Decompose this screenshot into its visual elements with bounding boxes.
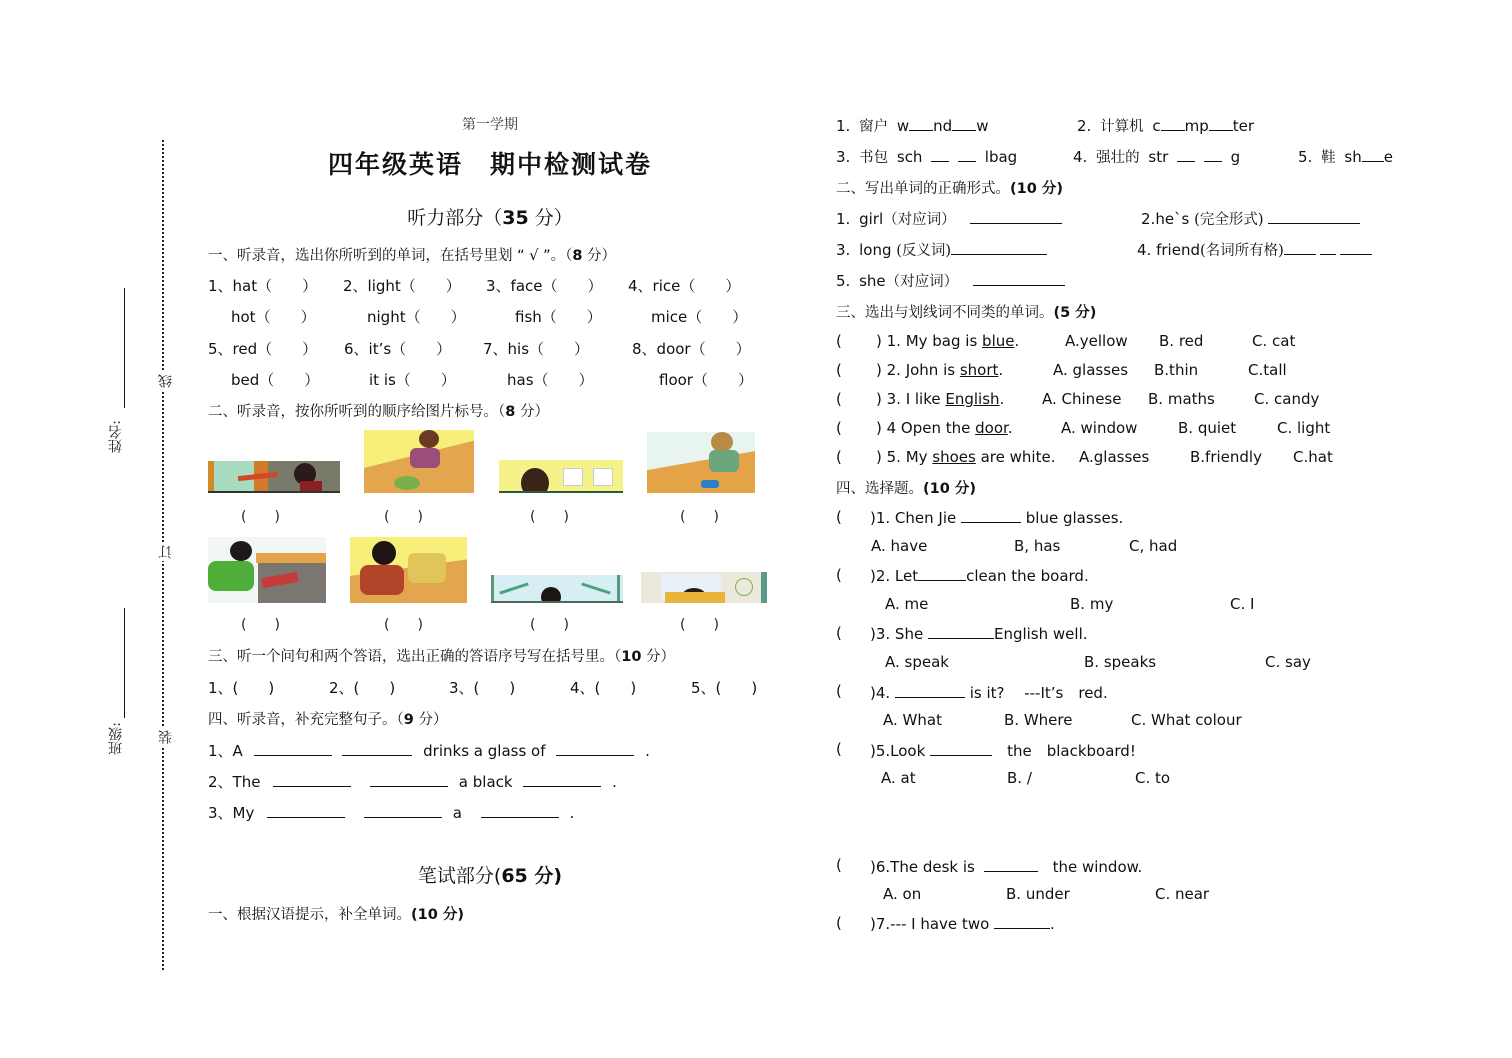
answer-blank[interactable] xyxy=(1284,240,1316,255)
answer-paren[interactable]: ( xyxy=(836,624,842,642)
sentence-text: drinks a glass of xyxy=(423,742,546,760)
answer-blank[interactable] xyxy=(961,508,1021,523)
chinese-hint: 强壮的 xyxy=(1096,150,1140,166)
heading-suffix: 分） xyxy=(413,712,448,728)
word-form-item-5 xyxy=(836,270,1065,291)
option-c[interactable]: C. What colour xyxy=(1131,711,1242,729)
answer-paren[interactable]: ( xyxy=(836,740,842,758)
listening-q3-heading xyxy=(208,645,675,666)
word-choice[interactable]: night（ ） xyxy=(367,308,466,326)
word-choice[interactable]: floor（ ） xyxy=(659,371,753,389)
answer-blank[interactable] xyxy=(273,772,351,787)
word-part: sh xyxy=(1344,148,1362,166)
picture-answer-blank[interactable]: ( ) xyxy=(680,509,719,525)
option-b[interactable]: B. red xyxy=(1159,332,1204,350)
word-part: c xyxy=(1152,117,1161,135)
picture-answer-blank[interactable]: ( ) xyxy=(384,617,423,633)
letter-blank[interactable] xyxy=(931,147,949,162)
word: girl xyxy=(859,210,884,228)
word-choice[interactable]: 3、face（ ） xyxy=(486,277,603,295)
item-number: 3. xyxy=(836,148,851,166)
listening-score-suffix: 分） xyxy=(528,207,573,229)
option-c[interactable]: C. candy xyxy=(1254,390,1320,408)
heading-score: 8 xyxy=(572,248,583,264)
option-c[interactable]: C. I xyxy=(1230,595,1255,613)
heading-score: (5 分) xyxy=(1053,305,1097,321)
odd-one-out-stem xyxy=(876,390,1004,408)
option-b[interactable]: B. quiet xyxy=(1178,419,1237,437)
word-form-item-1 xyxy=(836,208,1062,229)
name-label: 姓名: xyxy=(108,420,124,453)
stem-text: . xyxy=(1050,915,1055,933)
underlined-word: door xyxy=(975,419,1008,437)
heading-score: 10 xyxy=(621,649,642,665)
item-number: 2. xyxy=(1077,117,1092,135)
answer-paren[interactable]: ( xyxy=(836,682,842,700)
answer-paren[interactable]: ( xyxy=(836,914,842,932)
option-b[interactable]: B. / xyxy=(1007,769,1032,787)
option-b[interactable]: B. speaks xyxy=(1084,653,1157,671)
word-choice[interactable]: mice（ ） xyxy=(651,308,748,326)
answer-blank[interactable] xyxy=(895,683,965,698)
word-choice[interactable]: fish（ ） xyxy=(515,308,602,326)
heading-text: 三、选出与划线词不同类的单词。 xyxy=(836,305,1054,321)
odd-one-out-stem xyxy=(876,448,1055,466)
answer-paren[interactable]: ( xyxy=(836,448,842,466)
word: she xyxy=(859,272,886,290)
writing-title-text: 笔试部分( xyxy=(417,865,502,887)
heading-score: 8 xyxy=(505,404,516,420)
sentence-text: a black xyxy=(458,773,513,791)
heading-text: 三、听一个问句和两个答语，选出正确的答语序号写在括号里。（ xyxy=(208,649,622,665)
word: friend xyxy=(1156,241,1200,259)
heading-score: (10 分) xyxy=(1010,181,1063,197)
option-c[interactable]: C. near xyxy=(1155,885,1210,903)
word-form-item-3 xyxy=(836,239,1047,260)
word-part: g xyxy=(1230,148,1241,166)
word-form-item-2 xyxy=(1141,208,1360,229)
letter-blank[interactable] xyxy=(1161,116,1185,131)
chinese-hint: 计算机 xyxy=(1100,119,1144,135)
term-label: 第一学期 xyxy=(462,117,518,133)
answer-blank[interactable] xyxy=(370,772,448,787)
sentence-text: 3、My xyxy=(208,804,255,822)
listening-score: 35 xyxy=(502,207,529,229)
stem-text: clean the board. xyxy=(966,567,1089,585)
answer-paren[interactable]: ( xyxy=(836,361,842,379)
heading-suffix: 分） xyxy=(515,404,549,420)
odd-one-out-stem xyxy=(876,332,1019,350)
picture-boy-cleaning-board xyxy=(641,572,767,603)
letter-blank[interactable] xyxy=(952,116,976,131)
answer-blank[interactable] xyxy=(556,741,634,756)
sentence-text: a xyxy=(452,804,462,822)
answer-paren[interactable]: ( xyxy=(836,856,842,874)
picture-girl-with-schoolbag xyxy=(350,537,467,603)
sentence-text: 2、The xyxy=(208,773,261,791)
word-part: lbag xyxy=(984,148,1018,166)
answer-blank[interactable] xyxy=(364,803,442,818)
answer-paren[interactable]: ( xyxy=(836,332,842,350)
question-stem xyxy=(870,914,1055,933)
question-stem xyxy=(870,508,1123,527)
word: long xyxy=(859,241,892,259)
spelling-item-5 xyxy=(1298,146,1393,167)
option-a[interactable]: A. Chinese xyxy=(1042,390,1122,408)
answer-blank[interactable] xyxy=(918,566,966,581)
answer-blank[interactable]: 4、( ) xyxy=(570,679,637,697)
stem-text: )2. Let xyxy=(870,567,919,585)
hint: (完全形式) xyxy=(1194,212,1264,228)
word-part: w xyxy=(896,117,910,135)
odd-one-out-stem xyxy=(876,419,1013,437)
fill-sentence-2 xyxy=(208,771,617,792)
option-c[interactable]: C. to xyxy=(1135,769,1171,787)
word-choice[interactable]: hot（ ） xyxy=(231,308,316,326)
heading-suffix: 分） xyxy=(582,248,617,264)
answer-blank[interactable] xyxy=(1340,240,1372,255)
listening-q4-heading xyxy=(208,708,447,729)
hint: （对应词） xyxy=(883,212,956,228)
picture-girl-cleaning-desk xyxy=(364,430,474,493)
word-part: w xyxy=(976,117,989,135)
stem-text: ) 1. My bag is xyxy=(876,332,983,350)
stem-text: the window. xyxy=(1037,858,1143,876)
underlined-word: shoes xyxy=(932,448,976,466)
option-a[interactable]: A. have xyxy=(871,537,928,555)
heading-text: 四、听录音，补充完整句子。（ xyxy=(208,712,404,728)
answer-blank[interactable] xyxy=(928,624,994,639)
option-b[interactable]: B. Where xyxy=(1004,711,1073,729)
heading-score: 9 xyxy=(403,712,414,728)
odd-one-out-stem xyxy=(876,361,1003,379)
class-blank-line[interactable] xyxy=(124,608,125,718)
word-choice[interactable]: bed（ ） xyxy=(231,371,320,389)
heading-suffix: 分） xyxy=(641,649,676,665)
option-c[interactable]: C. light xyxy=(1277,419,1331,437)
letter-blank[interactable] xyxy=(1177,147,1195,162)
option-a[interactable]: A. glasses xyxy=(1053,361,1129,379)
answer-blank[interactable] xyxy=(342,741,412,756)
stem-text: ) 2. John is xyxy=(876,361,960,379)
picture-boy-turning-on-light xyxy=(499,460,623,493)
letter-blank[interactable] xyxy=(1209,116,1233,131)
word-choice[interactable]: 8、door（ ） xyxy=(632,340,751,358)
sentence-end: . xyxy=(645,742,650,760)
answer-paren[interactable]: ( xyxy=(836,419,842,437)
answer-blank[interactable] xyxy=(984,857,1038,872)
question-stem xyxy=(870,740,1136,761)
stem-text: )5.Look xyxy=(870,742,931,760)
answer-blank[interactable] xyxy=(970,209,1062,224)
heading-text: 四、选择题。 xyxy=(836,481,923,497)
picture-boy-opening-window xyxy=(491,575,623,603)
answer-blank[interactable] xyxy=(523,772,601,787)
underlined-word: short xyxy=(959,361,999,379)
sentence-end: . xyxy=(612,773,617,791)
item-number: 5. xyxy=(836,272,851,290)
word-choice[interactable]: it is（ ） xyxy=(369,371,456,389)
option-a[interactable]: A. on xyxy=(883,885,922,903)
binding-char-zhuang: 装 xyxy=(158,730,174,744)
writing-score-suffix: 分) xyxy=(527,865,563,887)
letter-blank[interactable] xyxy=(1362,147,1384,162)
option-b[interactable]: B.friendly xyxy=(1190,448,1262,466)
stem-text: . xyxy=(1007,419,1013,437)
word-choice[interactable]: 5、red（ ） xyxy=(208,340,318,358)
item-number: 3. xyxy=(836,241,851,259)
option-a[interactable]: A. at xyxy=(881,769,916,787)
option-b[interactable]: B.thin xyxy=(1154,361,1199,379)
answer-paren[interactable]: ( xyxy=(836,566,842,584)
option-c[interactable]: C.tall xyxy=(1248,361,1287,379)
spelling-item-2 xyxy=(1077,115,1254,136)
stem-text: )4. xyxy=(870,684,895,702)
stem-text: blue glasses. xyxy=(1021,509,1124,527)
sentence-end: . xyxy=(569,804,575,822)
word-form-item-4 xyxy=(1137,239,1372,260)
stem-text: English well. xyxy=(993,625,1088,643)
chinese-hint: 书包 xyxy=(859,150,889,166)
picture-answer-blank[interactable]: ( ) xyxy=(241,617,280,633)
answer-blank[interactable]: 3、( ) xyxy=(449,679,516,697)
question-stem xyxy=(870,566,1089,585)
binding-char-ding: 订 xyxy=(158,545,174,559)
answer-paren[interactable]: ( xyxy=(836,390,842,408)
picture-answer-blank[interactable]: ( ) xyxy=(530,509,569,525)
class-label: 班级: xyxy=(108,722,124,755)
picture-girl-with-pencil-box xyxy=(647,432,755,493)
word-choice[interactable]: 6、it’s（ ） xyxy=(344,340,452,358)
spelling-item-4 xyxy=(1073,146,1240,167)
word-part: str xyxy=(1148,148,1169,166)
heading-text: 一、听录音，选出你所听到的单词，在括号里划 “ √ ”。（ xyxy=(208,248,573,264)
underlined-word: English xyxy=(945,390,1000,408)
stem-text: are white. xyxy=(975,448,1056,466)
word-choice[interactable]: has（ ） xyxy=(507,371,594,389)
word-part: mp xyxy=(1184,117,1209,135)
chinese-hint: 窗户 xyxy=(859,119,889,135)
word-part: e xyxy=(1383,148,1393,166)
item-number: 2. xyxy=(1141,210,1156,228)
answer-blank[interactable] xyxy=(994,914,1050,929)
writing-section-title xyxy=(0,861,980,888)
option-a[interactable]: A. What xyxy=(883,711,942,729)
option-b[interactable]: B. my xyxy=(1070,595,1114,613)
listening-q2-heading xyxy=(208,400,549,421)
picture-answer-blank[interactable]: ( ) xyxy=(241,509,280,525)
option-a[interactable]: A. me xyxy=(885,595,929,613)
heading-text: 二、写出单词的正确形式。 xyxy=(836,181,1010,197)
letter-blank[interactable] xyxy=(958,147,976,162)
option-b[interactable]: B. maths xyxy=(1148,390,1215,408)
option-c[interactable]: C.hat xyxy=(1293,448,1333,466)
answer-blank[interactable]: 2、( ) xyxy=(329,679,396,697)
listening-title-text: 听力部分（ xyxy=(407,207,503,229)
option-a[interactable]: A. window xyxy=(1061,419,1138,437)
fill-sentence-1 xyxy=(208,740,650,761)
stem-text: . xyxy=(999,390,1005,408)
question-stem xyxy=(870,856,1142,877)
item-number: 1. xyxy=(836,210,851,228)
item-number: 5. xyxy=(1298,148,1313,166)
answer-blank[interactable] xyxy=(481,803,559,818)
sentence-text: 1、A xyxy=(208,742,243,760)
page-title: 四年级英语 期中检测试卷 xyxy=(327,150,652,179)
answer-blank[interactable] xyxy=(254,741,332,756)
letter-blank[interactable] xyxy=(1204,147,1222,162)
word-part: sch xyxy=(896,148,923,166)
fill-sentence-3 xyxy=(208,802,574,823)
writing-q1-heading xyxy=(208,903,464,924)
stem-text: ) 4 Open the xyxy=(876,419,976,437)
option-b[interactable]: B, has xyxy=(1014,537,1061,555)
hint: (名词所有格) xyxy=(1199,243,1284,259)
answer-blank[interactable] xyxy=(951,240,1047,255)
name-blank-line[interactable] xyxy=(124,288,125,408)
stem-text: ) 3. I like xyxy=(876,390,946,408)
spelling-item-3 xyxy=(836,146,1017,167)
picture-answer-blank[interactable]: ( ) xyxy=(680,617,719,633)
word-choice[interactable]: 2、light（ ） xyxy=(343,277,461,295)
option-a[interactable]: A. speak xyxy=(885,653,949,671)
item-number: 1. xyxy=(836,117,851,135)
answer-blank[interactable] xyxy=(1268,209,1360,224)
word-choice[interactable]: 7、his（ ） xyxy=(483,340,590,358)
stem-text: is it? ---It’s red. xyxy=(964,684,1108,702)
answer-blank[interactable]: 1、( ) xyxy=(208,679,275,697)
word: he`s xyxy=(1155,210,1190,228)
option-b[interactable]: B. under xyxy=(1006,885,1070,903)
option-c[interactable]: C. cat xyxy=(1252,332,1296,350)
writing-score: 65 xyxy=(501,865,528,887)
writing-q4-heading xyxy=(836,477,976,498)
picture-answer-blank[interactable]: ( ) xyxy=(384,509,423,525)
answer-blank[interactable] xyxy=(1320,240,1336,255)
listening-section-title xyxy=(0,203,980,230)
hint: (反义词) xyxy=(896,243,952,259)
question-stem xyxy=(870,624,1088,643)
stem-text: . xyxy=(998,361,1004,379)
answer-paren[interactable]: ( xyxy=(836,508,842,526)
spelling-item-1 xyxy=(836,115,988,136)
stem-text: )6.The desk is xyxy=(870,858,980,876)
writing-q3-heading xyxy=(836,301,1096,322)
word-part: ter xyxy=(1232,117,1255,135)
chinese-hint: 鞋 xyxy=(1321,150,1336,166)
question-stem xyxy=(870,682,1108,703)
item-number: 4. xyxy=(1073,148,1088,166)
heading-score: (10 分) xyxy=(411,907,464,923)
stem-text: )3. She xyxy=(870,625,928,643)
underlined-word: blue xyxy=(982,332,1015,350)
picture-girl-opening-door xyxy=(208,461,340,493)
word-part: nd xyxy=(933,117,953,135)
option-a[interactable]: A.yellow xyxy=(1065,332,1128,350)
answer-blank[interactable] xyxy=(973,271,1065,286)
stem-text: the blackboard! xyxy=(992,742,1136,760)
option-c[interactable]: C. say xyxy=(1265,653,1311,671)
word-choice[interactable]: 1、hat（ ） xyxy=(208,277,318,295)
heading-text: 一、根据汉语提示，补全单词。 xyxy=(208,907,411,923)
stem-text: ) 5. My xyxy=(876,448,933,466)
picture-boy-opening-desk-drawer xyxy=(208,537,326,603)
word-choice[interactable]: 4、rice（ ） xyxy=(628,277,741,295)
stem-text: )7.--- I have two xyxy=(870,915,995,933)
answer-blank[interactable]: 5、( ) xyxy=(691,679,758,697)
binding-char-xian: 线 xyxy=(158,374,174,388)
hint: （对应词） xyxy=(885,274,959,290)
option-a[interactable]: A.glasses xyxy=(1079,448,1150,466)
writing-q2-heading xyxy=(836,177,1063,198)
listening-q1-heading xyxy=(208,244,616,265)
picture-answer-blank[interactable]: ( ) xyxy=(530,617,569,633)
letter-blank[interactable] xyxy=(909,116,933,131)
stem-text: )1. Chen Jie xyxy=(870,509,962,527)
item-number: 4. xyxy=(1137,241,1152,259)
answer-blank[interactable] xyxy=(267,803,345,818)
answer-blank[interactable] xyxy=(930,741,992,756)
heading-score: (10 分) xyxy=(923,481,976,497)
option-c[interactable]: C, had xyxy=(1129,537,1178,555)
stem-text: . xyxy=(1014,332,1020,350)
heading-text: 二、听录音，按你所听到的顺序给图片标号。（ xyxy=(208,404,506,420)
